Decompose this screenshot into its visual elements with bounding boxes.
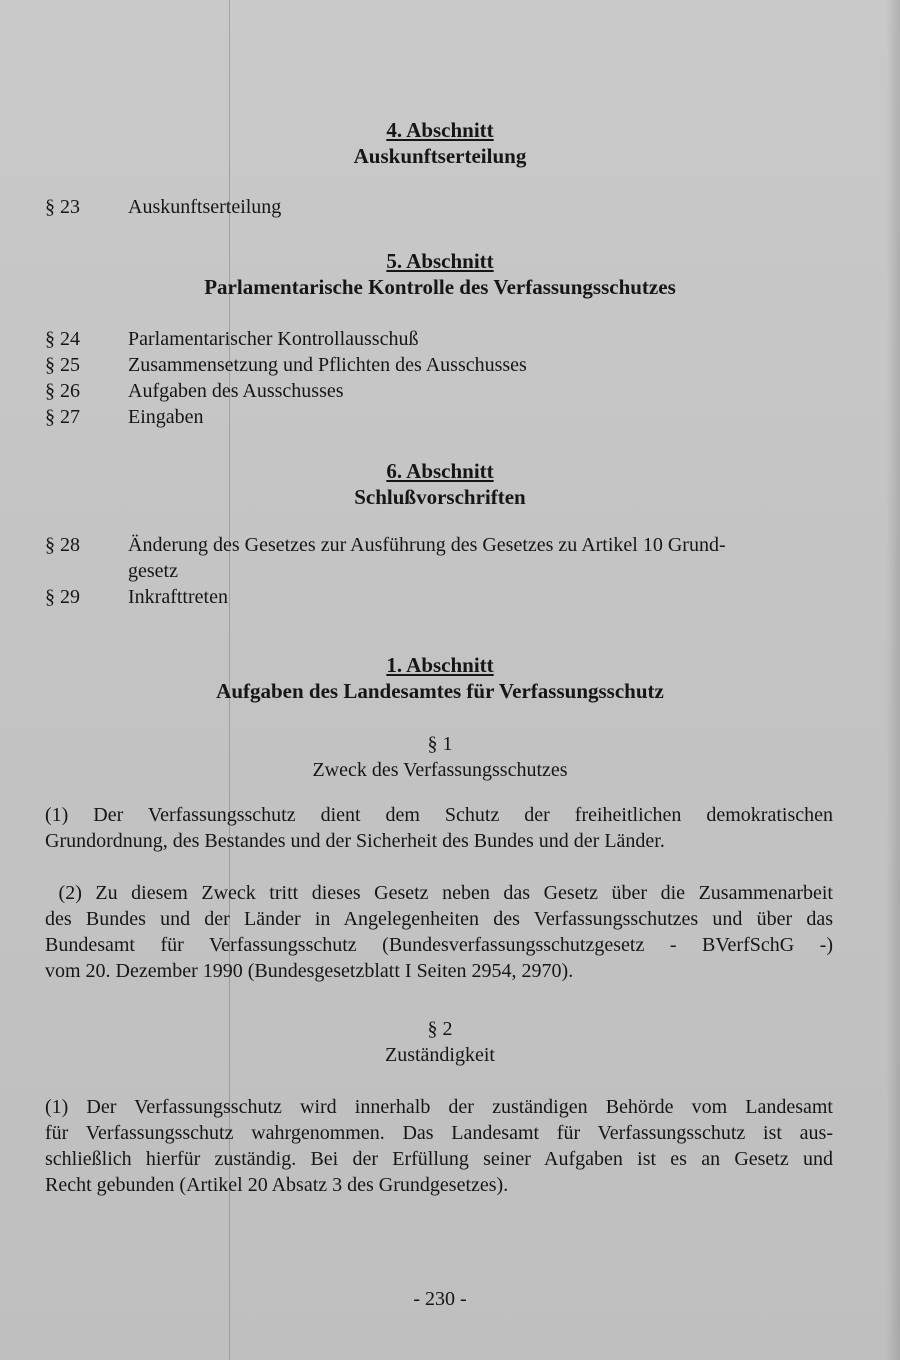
toc-section-title: Änderung des Gesetzes zur Ausführung des Gesetzes zu Artikel 10 Grund- — [128, 534, 726, 556]
text-line: (1) Der Verfassungsschutz dient dem Schutz der freiheitlichen demokratischen — [45, 804, 833, 826]
page-number: - 230 - — [413, 1288, 467, 1310]
toc-section-title: Inkrafttreten — [128, 586, 228, 608]
section-4-title: Auskunftserteilung — [353, 144, 527, 168]
toc-section-number: § 29 — [45, 586, 80, 608]
text-line: (2) Zu diesem Zweck tritt dieses Gesetz neben das Gesetz über die Zusammenarbeit — [45, 882, 833, 904]
paragraph-2-label: § 2 — [427, 1018, 453, 1040]
text-line: Bundesamt für Verfassungsschutz (Bundesverfassungsschutzgesetz - BVerfSchG -) — [45, 934, 833, 956]
text-line: des Bundes und der Länder in Angelegenheiten des Verfassungsschutzes und über das — [45, 908, 833, 930]
text-line: schließlich hierfür zuständig. Bei der Erfüllung seiner Aufgaben ist es an Gesetz und — [45, 1148, 833, 1170]
toc-section-title: Aufgaben des Ausschusses — [128, 380, 344, 402]
text-line: Recht gebunden (Artikel 20 Absatz 3 des Grundgesetzes). — [45, 1174, 509, 1196]
section-6-title: Schlußvorschriften — [354, 485, 526, 509]
toc-section-title-continuation: gesetz — [128, 560, 178, 582]
toc-section-number: § 27 — [45, 406, 80, 428]
toc-section-number: § 24 — [45, 328, 80, 350]
section-1-heading — [0, 652, 880, 704]
paragraph-2-subsection-1 — [45, 1094, 833, 1198]
scan-edge-shadow — [886, 0, 900, 1360]
paragraph-1-title: Zweck des Verfassungsschutzes — [312, 759, 568, 781]
toc-section-number: § 25 — [45, 354, 80, 376]
section-1-number: 1. Abschnitt — [386, 653, 494, 677]
text-line: Grundordnung, des Bestandes und der Sicherheit des Bundes und der Länder. — [45, 830, 665, 852]
toc-section-title: Eingaben — [128, 406, 204, 428]
section-4-heading — [0, 117, 880, 169]
section-1-title: Aufgaben des Landesamtes für Verfassungsschutz — [216, 679, 664, 703]
section-4-number: 4. Abschnitt — [386, 118, 494, 142]
section-5-title: Parlamentarische Kontrolle des Verfassungsschutzes — [204, 275, 676, 299]
paragraph-1-label: § 1 — [427, 733, 453, 755]
paragraph-1-subsection-1 — [45, 802, 833, 854]
section-5-number: 5. Abschnitt — [386, 249, 494, 273]
section-6-heading — [0, 458, 880, 510]
text-line: (1) Der Verfassungsschutz wird innerhalb der zuständigen Behörde vom Landesamt — [45, 1096, 833, 1118]
toc-section-number: § 28 — [45, 534, 80, 556]
toc-section-title: Auskunftserteilung — [128, 196, 282, 218]
section-6-number: 6. Abschnitt — [386, 459, 494, 483]
section-5-heading — [0, 248, 880, 300]
paragraph-1-subsection-2 — [45, 880, 833, 984]
toc-section-number: § 26 — [45, 380, 80, 402]
paragraph-2-title: Zuständigkeit — [385, 1044, 495, 1066]
text-line: für Verfassungsschutz wahrgenommen. Das Landesamt für Verfassungsschutz ist aus- — [45, 1122, 833, 1144]
text-line: vom 20. Dezember 1990 (Bundesgesetzblatt I Seiten 2954, 2970). — [45, 960, 574, 982]
toc-section-title: Parlamentarischer Kontrollausschuß — [128, 328, 419, 350]
toc-section-title: Zusammensetzung und Pflichten des Ausschusses — [128, 354, 527, 376]
toc-section-number: § 23 — [45, 196, 80, 218]
